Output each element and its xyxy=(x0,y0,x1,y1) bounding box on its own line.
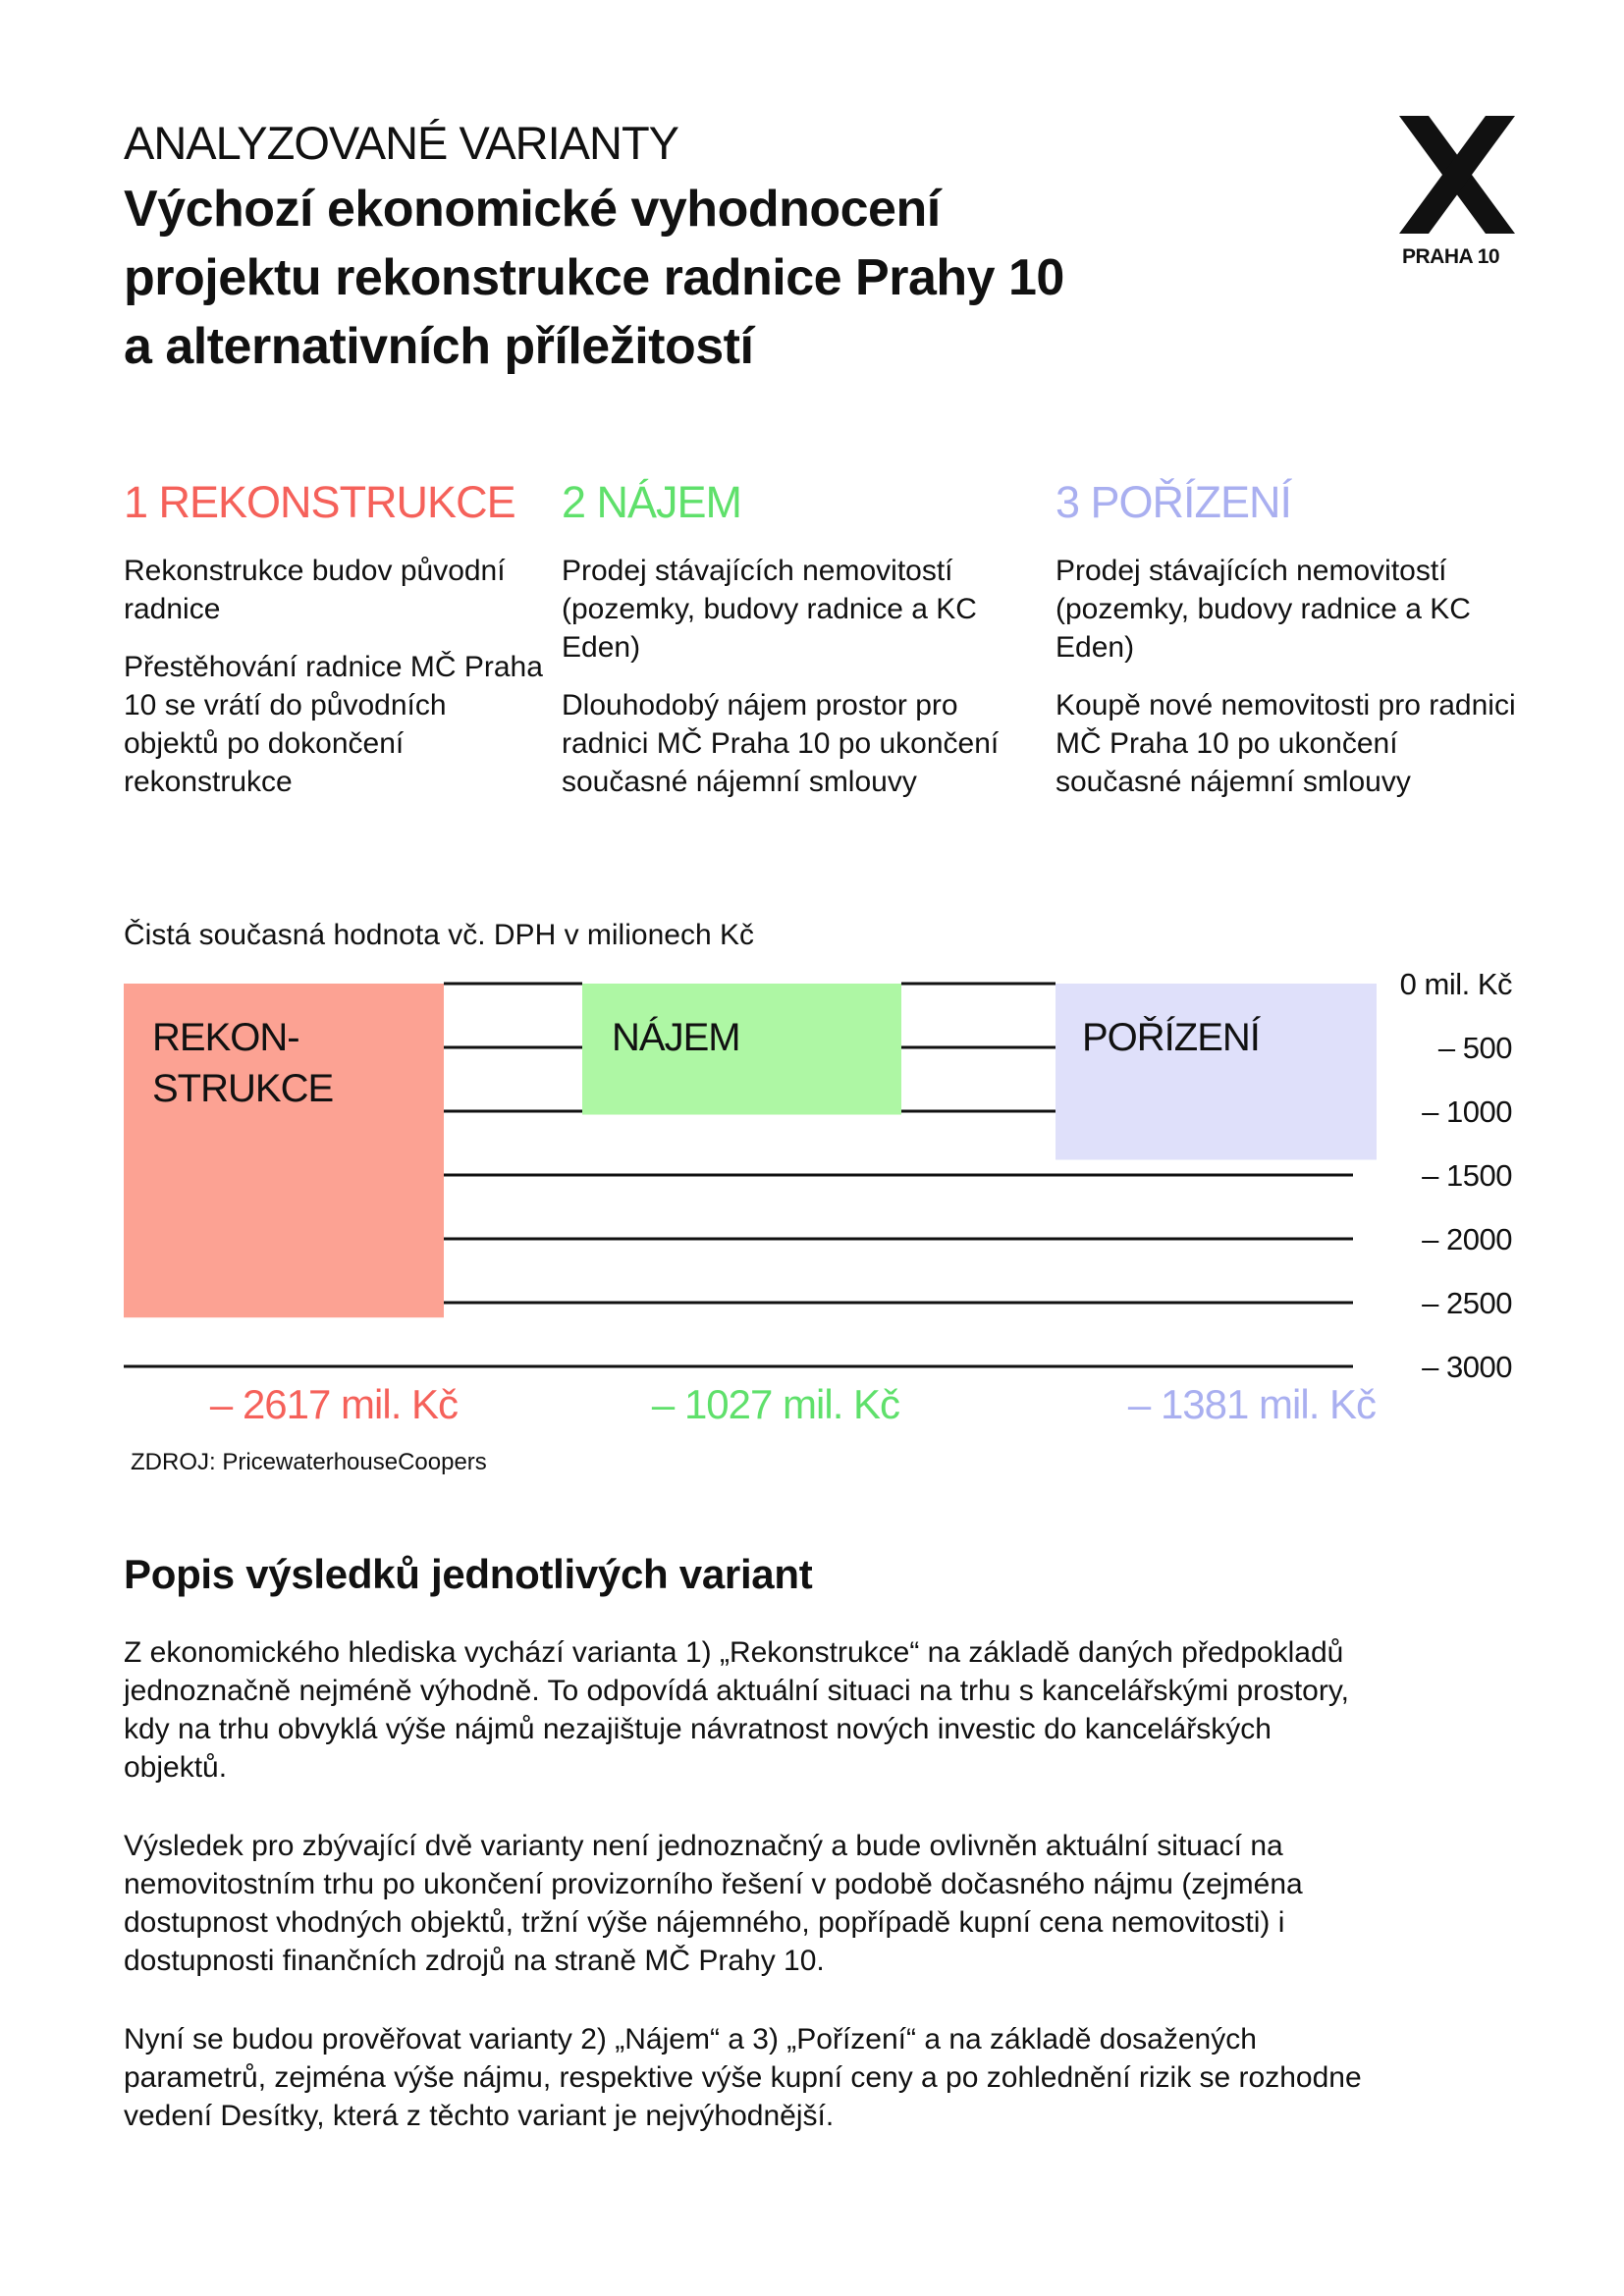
y-tick-label: 0 mil. Kč xyxy=(1399,967,1512,1001)
variant-1-heading: 1 REKONSTRUKCE xyxy=(124,477,515,527)
chart-title: Čistá současná hodnota vč. DPH v milionech Kč xyxy=(124,919,754,951)
bar-category-label: REKON-STRUKCE xyxy=(152,1016,334,1110)
chart-bar xyxy=(1056,984,1377,1160)
y-tick-label: – 2500 xyxy=(1422,1286,1512,1320)
variant-3-paragraph: Prodej stávajících nemovitostí (pozemky, budovy radnice a KC Eden) xyxy=(1056,555,1471,664)
y-tick-label: – 1000 xyxy=(1422,1095,1512,1129)
variant-3-paragraph: Koupě nové nemovitosti pro radnici MČ Praha 10 po ukončení současné nájemní smlouvy xyxy=(1056,689,1516,798)
bar-value-label: – 2617 mil. Kč xyxy=(209,1381,459,1427)
variant-1-paragraph: Přestěhování radnice MČ Praha 10 se vrátí do původních objektů po dokončení rekonstrukce xyxy=(124,651,543,798)
body-paragraph: Nyní se budou prověřovat varianty 2) „Nájem“ a 3) „Pořízení“ a na základě dosažených parametrů, zejména výše nájmu, respektive výše kupní ceny a po zohlednění rizik se rozhodne vedení Desítky, která z těchto variant je nejvýhodnější. xyxy=(124,2023,1362,2132)
y-tick-label: – 2000 xyxy=(1422,1222,1512,1256)
section-heading: Popis výsledků jednotlivých variant xyxy=(124,1551,813,1597)
body-paragraph: Výsledek pro zbývající dvě varianty není jednoznačný a bude ovlivněn aktuální situací na nemovitostním trhu po ukončení provizorního řešení v podobě dočasného nájmu (zejména dostupnost vhodných objektů, tržní výše nájemného, popřípadě kupní cena nemovitosti) i dostupnosti finančních zdrojů na straně MČ Prahy 10. xyxy=(124,1830,1303,1977)
eyebrow-label: ANALYZOVANÉ VARIANTY xyxy=(124,117,679,169)
page-title: Výchozí ekonomické vyhodnocení projektu rekonstrukce radnice Prahy 10 a alternativních příležitostí xyxy=(124,181,1064,375)
variant-2-paragraph: Prodej stávajících nemovitostí (pozemky, budovy radnice a KC Eden) xyxy=(562,555,977,664)
chart-source: ZDROJ: PricewaterhouseCoopers xyxy=(131,1449,487,1475)
body-paragraph: Z ekonomického hlediska vychází varianta 1) „Rekonstrukce“ na základě daných předpokladů jednoznačně nejméně výhodně. To odpovídá aktuální situaci na trhu s kancelářskými prostory, kdy na trhu obvyklá výše nájmů nezajištuje návratnost nových investic do kancelářských objektů. xyxy=(124,1636,1349,1784)
variant-2-heading: 2 NÁJEM xyxy=(562,477,742,527)
bar-category-label: NÁJEM xyxy=(612,1016,740,1059)
y-tick-label: – 1500 xyxy=(1422,1158,1512,1193)
variant-1-paragraph: Rekonstrukce budov původní radnice xyxy=(124,555,506,625)
y-tick-label: – 3000 xyxy=(1422,1350,1512,1384)
bar-category-label: POŘÍZENÍ xyxy=(1082,1016,1260,1059)
logo-text: PRAHA 10 xyxy=(1402,245,1500,268)
bar-value-label: – 1381 mil. Kč xyxy=(1127,1381,1377,1427)
y-tick-label: – 500 xyxy=(1437,1031,1512,1065)
variant-3-heading: 3 POŘÍZENÍ xyxy=(1056,477,1292,527)
variant-2-paragraph: Dlouhodobý nájem prostor pro radnici MČ Praha 10 po ukončení současné nájemní smlouvy xyxy=(562,689,1000,798)
bar-value-label: – 1027 mil. Kč xyxy=(651,1381,900,1427)
